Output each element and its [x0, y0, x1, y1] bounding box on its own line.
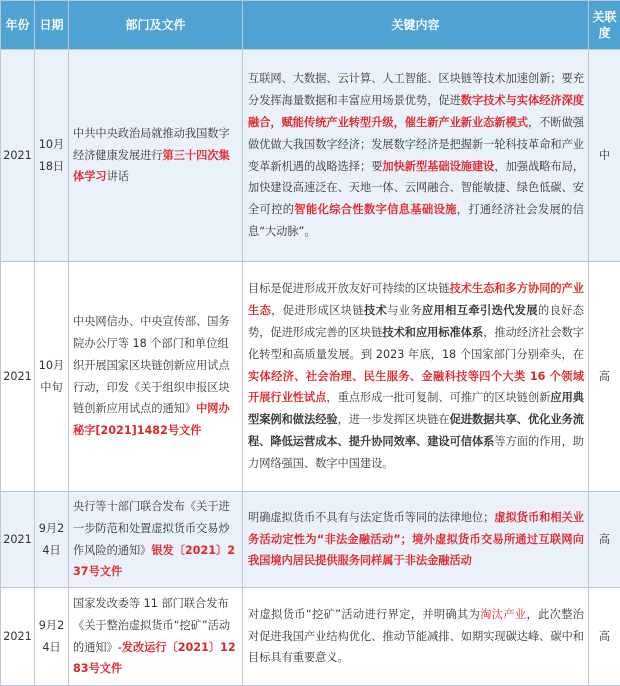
- relevance-cell: 高: [589, 262, 620, 492]
- text-segment: 发改运行〔2021〕1283号文件: [73, 641, 236, 676]
- date-cell: 9月24日: [35, 588, 69, 686]
- dept-cell: [69, 262, 243, 492]
- text-segment: 明确虚拟货币不具有与法定货币等同的法律地位；: [248, 511, 494, 524]
- content-cell: [243, 50, 589, 262]
- content-cell: [243, 588, 589, 686]
- dept-cell: [69, 50, 243, 262]
- text-segment: 第三十四次集体学习: [73, 149, 230, 184]
- header-row: [1, 1, 620, 50]
- dept-cell: [69, 588, 243, 686]
- header-date: 日期: [35, 1, 69, 50]
- text-segment: 等方面的作用，助力网络强国、数字中国建设。: [248, 435, 584, 470]
- text-segment: 数字技术与实体经济深度融合，赋能传统产业转型升级，催生新产业新业态新模式: [248, 94, 584, 129]
- table-row: [1, 50, 620, 262]
- text-segment: ，此次整治对促进我国产业结构优化、推动节能减排、如期实现碳达峰、碳中和目标具有重要意义。: [248, 608, 584, 665]
- text-segment: ，推动经济社会数字化转型和高质量发展。到 2023 年底，18 个国家部门分别牵头，在: [248, 326, 584, 361]
- text-segment: 银发〔2021〕237号文件: [73, 544, 235, 579]
- dept-cell: [69, 492, 243, 588]
- table-row: [1, 588, 620, 686]
- year-cell: 2021: [1, 50, 35, 262]
- text-segment: 互联网、大数据、云计算、人工智能、区块链等技术加速创新；要充分发挥海量数据和丰富应用场景优势，促进: [248, 72, 584, 107]
- text-segment: 央行等十部门联合发布《关于进一步防范和处置虚拟货币交易炒作风险的通知》: [73, 500, 230, 557]
- text-segment: 技术生态和多方协同的产业生态: [248, 282, 584, 317]
- text-segment: ，不断做强做优做大我国数字经济；发展数字经济是把握新一轮科技革命和产业变革新机遇的战略选择；要: [248, 116, 584, 173]
- text-segment: 技术和应用标准体系: [382, 326, 483, 339]
- text-segment: 与业务: [387, 304, 422, 317]
- year-cell: 2021: [1, 588, 35, 686]
- table-row: [1, 262, 620, 492]
- header-dept: 部门及文件: [69, 1, 243, 50]
- header-relevance: 关联度: [589, 1, 620, 50]
- year-cell: 2021: [1, 492, 35, 588]
- text-segment: 国家发改委等 11 部门联合发布《关于整治虚拟货币“挖矿”活动的通知》-: [73, 597, 230, 654]
- date-cell: 9月24日: [35, 492, 69, 588]
- header-content: 关键内容: [243, 1, 589, 50]
- text-segment: 淘汰产业: [480, 608, 526, 621]
- relevance-cell: 中: [589, 50, 620, 262]
- date-cell: 10月18日: [35, 50, 69, 262]
- relevance-cell: 高: [589, 588, 620, 686]
- text-segment: ，打通经济社会发展的信息“大动脉”。: [248, 203, 584, 238]
- text-segment: ，进一步发挥区块链在: [338, 413, 450, 426]
- text-segment: ，促进形成区块链: [271, 304, 364, 317]
- text-segment: 实体经济、社会治理、民生服务、金融科技等四个大类 16 个领域开展行业性试点: [248, 370, 584, 405]
- text-segment: ，加强战略布局，加快建设高速泛在、天地一体、云网融合、智能敏捷、绿色低碳、安全可控的: [248, 160, 584, 217]
- text-segment: ，重点形成一批可复制、可推广的区块链创新: [326, 391, 550, 404]
- text-segment: 中共中央政治局就推动我国数字经济健康发展进行: [73, 127, 230, 162]
- text-segment: 虚拟货币和相关业务活动定性为“非法金融活动”；境外虚拟货币交易所通过互联网向我国境内居民提供服务同样属于非法金融活动: [248, 511, 584, 568]
- text-segment: 智能化综合性数字信息基础设施: [294, 203, 456, 216]
- text-segment: 对虚拟货币“挖矿”活动进行界定，并明确其为: [248, 608, 480, 621]
- text-segment: 加快新型基础设施建设: [382, 160, 494, 173]
- content-cell: [243, 262, 589, 492]
- text-segment: 技术: [364, 304, 387, 317]
- text-segment: 目标是促进形成开放友好可持续的区块链: [248, 282, 450, 295]
- table-row: [1, 492, 620, 588]
- header-year: 年份: [1, 1, 35, 50]
- year-cell: 2021: [1, 262, 35, 492]
- date-cell: 10月中旬: [35, 262, 69, 492]
- text-segment: 讲话: [107, 170, 129, 183]
- text-segment: 应用相互牵引迭代发展: [422, 304, 538, 317]
- content-cell: [243, 492, 589, 588]
- text-segment: 促进数据共享、优化业务流程、降低运营成本、提升协同效率、建设可信体系: [248, 413, 584, 448]
- text-segment: 中网办秘字[2021]1482号文件: [73, 402, 230, 437]
- text-segment: 中央网信办、中央宣传部、国务院办公厅等 18 个部门和单位组织开展国家区块链创新应用试点行动，印发《关于组织申报区块链创新应用试点的通知》: [73, 315, 230, 415]
- text-segment: 的良好态势，促进形成完善的区块链: [248, 304, 584, 339]
- text-segment: 应用典型案例和做法经验: [248, 391, 584, 426]
- relevance-cell: 高: [589, 492, 620, 588]
